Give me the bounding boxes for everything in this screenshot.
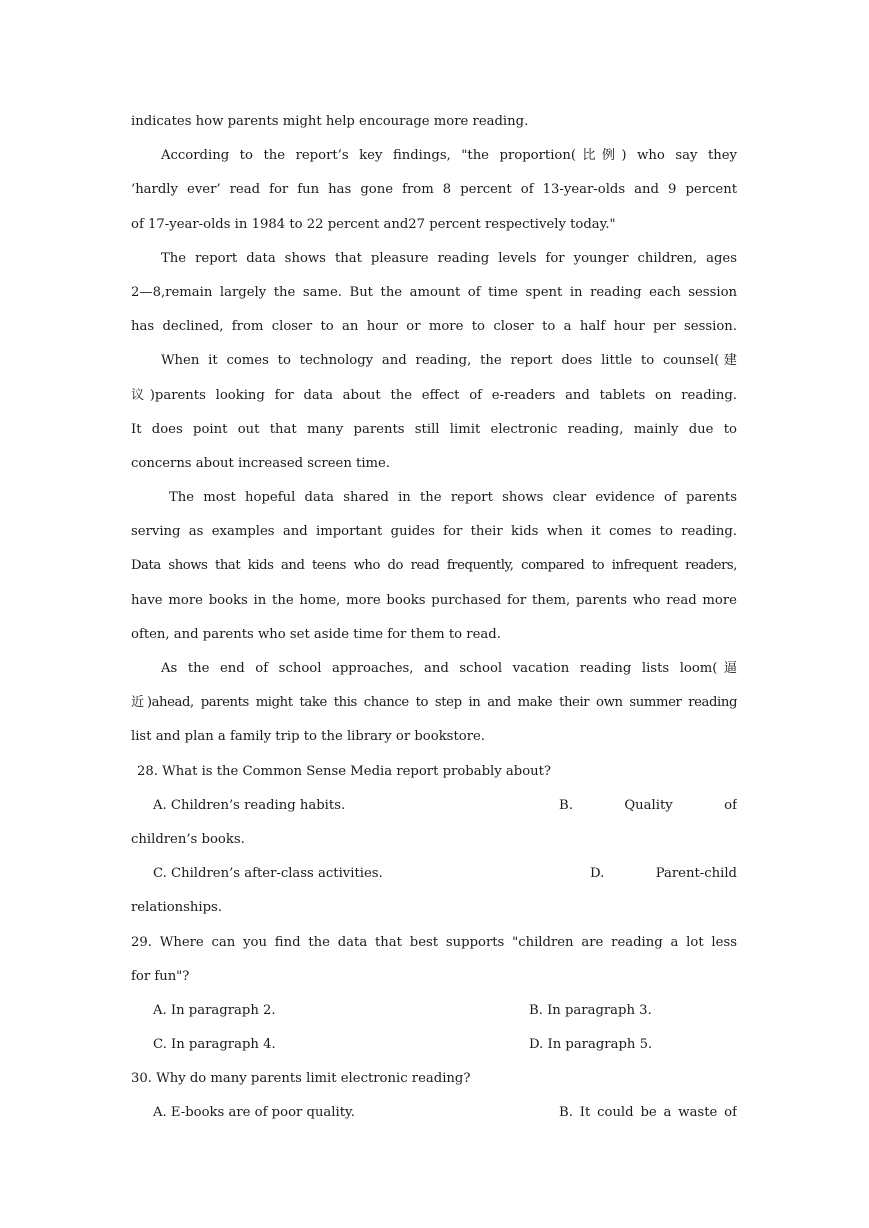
option-29-c: C. In paragraph 4.	[153, 1037, 276, 1053]
question-28-stem: 28. What is the Common Sense Media report probably about?	[137, 763, 551, 779]
passage-line: It does point out that many parents still limit electronic reading, mainly due to	[131, 421, 737, 437]
option-28-b: B. Quality of	[559, 797, 737, 813]
passage-line: often, and parents who set aside time for them to read.	[131, 626, 501, 642]
option-28-b-continued: children’s books.	[131, 831, 245, 847]
option-29-a: A. In paragraph 2.	[153, 1002, 276, 1018]
passage-line: indicates how parents might help encourage more reading.	[131, 114, 529, 129]
question-29-options-ab	[131, 994, 737, 1028]
option-28-d-continued: relationships.	[131, 900, 223, 916]
passage-line: ‘hardly ever’ read for fun has gone from 8 percent of 13-year-olds and 9 percent	[131, 182, 737, 198]
option-30-b: B. It could be a waste of	[559, 1105, 737, 1121]
passage-line: According to the report’s key findings, "the proportion(比例) who say they	[161, 148, 737, 164]
question-30-options-ab	[131, 1096, 737, 1130]
passage-line: 议)parents looking for data about the effect of e-readers and tablets on reading.	[131, 387, 737, 403]
passage-line: serving as examples and important guides for their kids when it comes to reading.	[131, 524, 737, 540]
passage-line: 2—8,remain largely the same. But the amount of time spent in reading each session	[131, 284, 737, 300]
option-29-b: B. In paragraph 3.	[529, 1002, 652, 1018]
passage-line: The most hopeful data shared in the report shows clear evidence of parents	[169, 490, 737, 506]
passage-line: of 17-year-olds in 1984 to 22 percent and27 percent respectively today."	[131, 216, 616, 232]
option-28-d: D. Parent-child	[590, 866, 737, 882]
question-29-options-cd	[131, 1028, 737, 1062]
option-30-a: A. E-books are of poor quality.	[153, 1105, 355, 1121]
option-29-d: D. In paragraph 5.	[529, 1037, 653, 1053]
question-29-stem: 29. Where can you find the data that best supports "children are reading a lot less	[131, 934, 737, 950]
passage-line: The report data shows that pleasure reading levels for younger children, ages	[161, 250, 737, 266]
passage-line: has declined, from closer to an hour or more to closer to a half hour per session.	[131, 319, 737, 335]
option-28-c: C. Children’s after-class activities.	[153, 866, 383, 882]
option-28-a: A. Children’s reading habits.	[153, 797, 346, 813]
passage-line: list and plan a family trip to the library or bookstore.	[131, 729, 485, 745]
passage-line: 近)ahead, parents might take this chance to step in and make their own summer reading	[131, 695, 737, 711]
question-28-options-ab	[131, 789, 737, 823]
question-30-stem: 30. Why do many parents limit electronic reading?	[131, 1071, 471, 1087]
document-page	[131, 105, 737, 1131]
question-29-stem-continued: for fun"?	[131, 968, 190, 984]
passage-line: As the end of school approaches, and school vacation reading lists loom(逼	[161, 661, 737, 676]
passage-line: have more books in the home, more books purchased for them, parents who read more	[131, 592, 737, 608]
passage-line: Data shows that kids and teens who do read frequently, compared to infrequent readers,	[131, 558, 737, 574]
passage-line: When it comes to technology and reading, the report does little to counsel(建	[161, 353, 737, 369]
question-28-options-cd	[131, 857, 737, 891]
passage-line: concerns about increased screen time.	[131, 455, 391, 471]
